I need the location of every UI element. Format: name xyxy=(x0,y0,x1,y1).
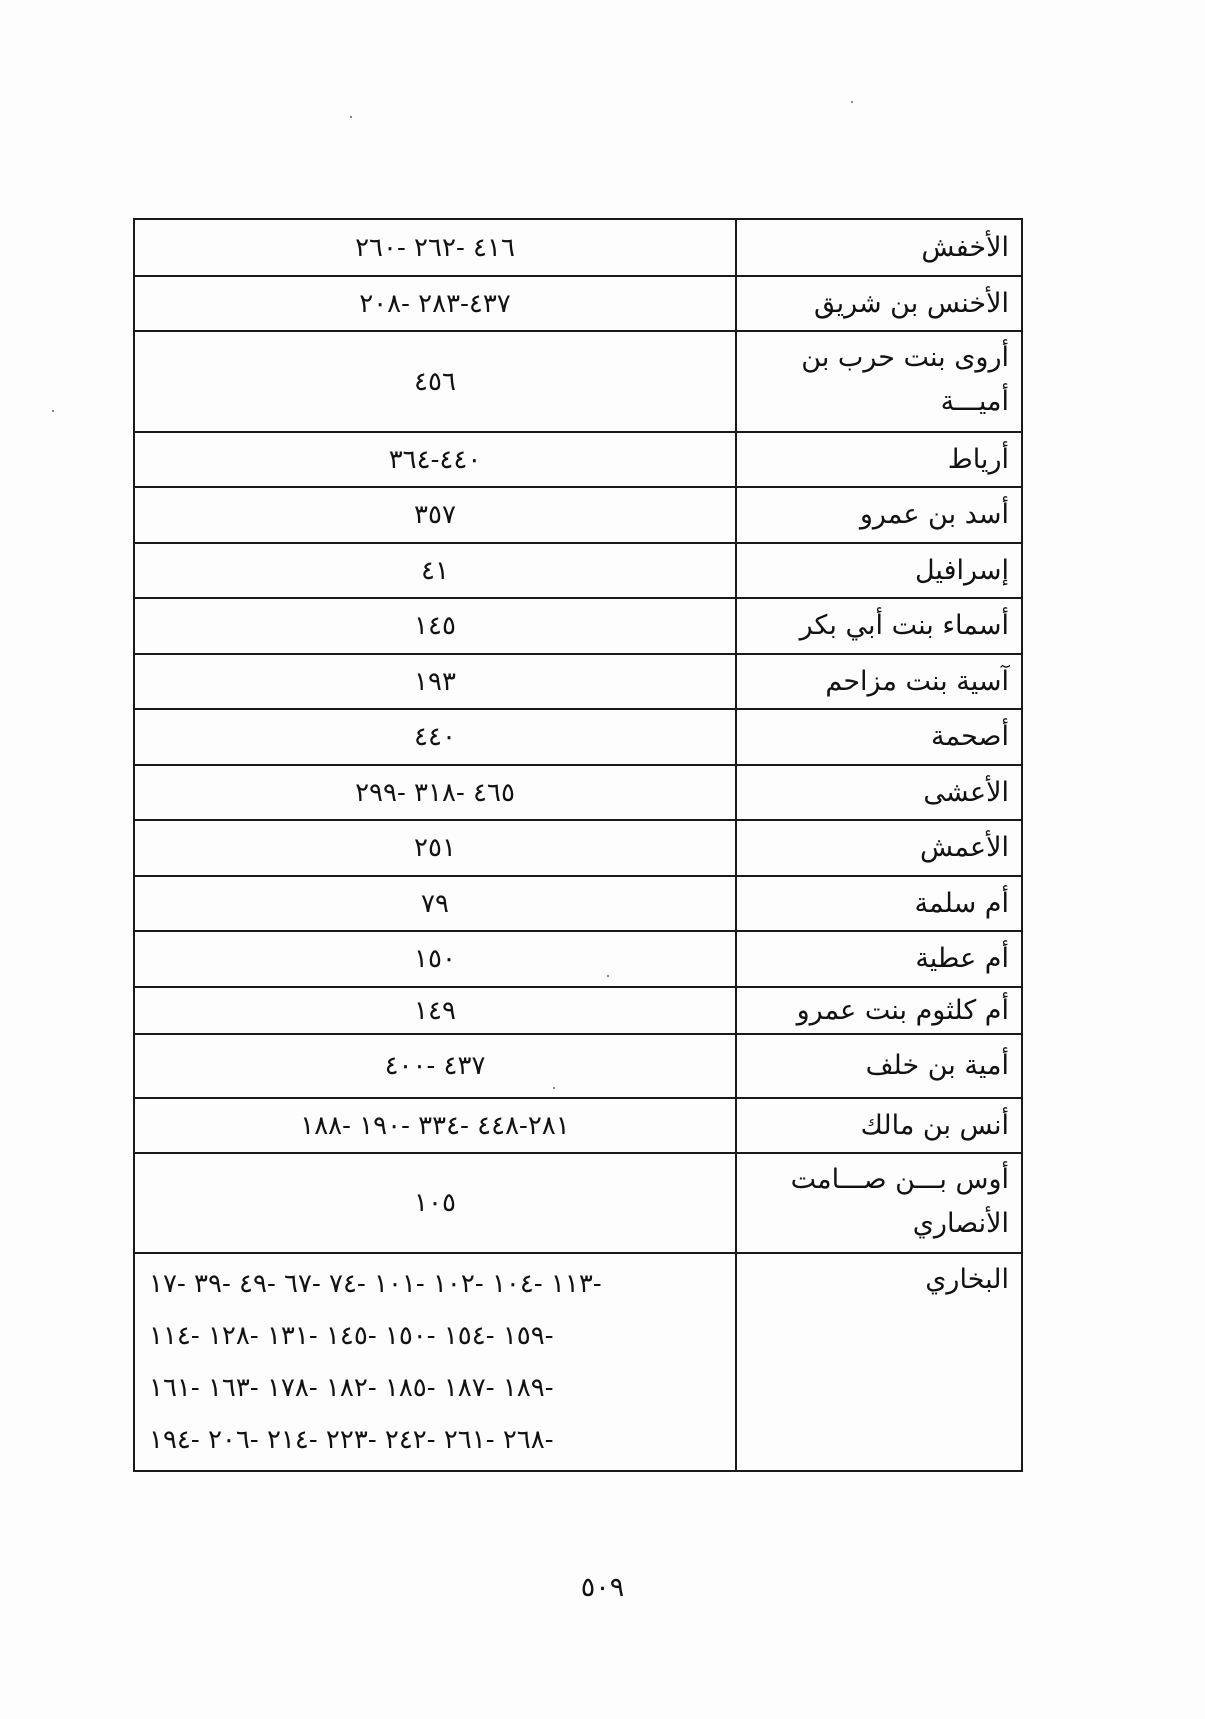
entry-name: إسرافيل xyxy=(736,543,1022,598)
entry-name: أسد بن عمرو xyxy=(736,487,1022,543)
pages-line: -٢٦٨ -٢٦١ -٢٤٢ -٢٢٣ -٢١٤ -٢٠٦ -١٩٤ xyxy=(149,1425,554,1455)
table-row xyxy=(134,709,1022,765)
table-row xyxy=(134,432,1022,487)
entry-name: أسماء بنت أبي بكر xyxy=(736,598,1022,654)
table-row xyxy=(134,1098,1022,1153)
entry-pages: ١٤٥ xyxy=(134,598,736,654)
entry-pages: ١٠٥ xyxy=(134,1153,736,1253)
entry-pages: ١٥٠ xyxy=(134,931,736,987)
table-row xyxy=(134,1253,1022,1471)
table-row xyxy=(134,543,1022,598)
entry-pages: ٤٣٧-٢٨٣ -٢٠٨ xyxy=(134,276,736,331)
entry-pages: ٧٩ xyxy=(134,876,736,931)
entry-pages: ٢٥١ xyxy=(134,820,736,876)
page-number: ٥٠٩ xyxy=(580,1572,625,1603)
entry-pages: ٤٥٦ xyxy=(134,331,736,432)
entry-pages-multiline xyxy=(134,1253,736,1471)
scan-speck xyxy=(350,116,352,118)
table-row xyxy=(134,931,1022,987)
entry-pages: ٤١ xyxy=(134,543,736,598)
scan-speck xyxy=(607,975,609,977)
names-index-table xyxy=(133,218,1023,1472)
entry-pages: ٣٥٧ xyxy=(134,487,736,543)
entry-pages: ٤٦٥ -٣١٨ -٢٩٩ xyxy=(134,765,736,820)
entry-name: أم سلمة xyxy=(736,876,1022,931)
scan-speck xyxy=(851,101,853,103)
entry-name: الأعمش xyxy=(736,820,1022,876)
entry-name: البخاري xyxy=(736,1253,1022,1471)
entry-pages: ١٩٣ xyxy=(134,654,736,709)
entry-name: أمية بن خلف xyxy=(736,1034,1022,1098)
scan-speck xyxy=(553,1087,555,1089)
pages-line: -١٨٩ -١٨٧ -١٨٥ -١٨٢ -١٧٨ -١٦٣ -١٦١ xyxy=(149,1373,554,1403)
entry-pages: ٤٤٠ xyxy=(134,709,736,765)
entry-pages: ٤٣٧ -٤٠٠ xyxy=(134,1034,736,1098)
entry-name: أصحمة xyxy=(736,709,1022,765)
entry-name: الأخنس بن شريق xyxy=(736,276,1022,331)
table-row xyxy=(134,598,1022,654)
entry-pages: ٤٤٠-٣٦٤ xyxy=(134,432,736,487)
table-row xyxy=(134,765,1022,820)
entry-name: أوس بـــن صـــامت الأنصاري xyxy=(736,1153,1022,1253)
entry-name: أم عطية xyxy=(736,931,1022,987)
entry-name: أنس بن مالك xyxy=(736,1098,1022,1153)
entry-name: الأخفش xyxy=(736,219,1022,276)
entry-pages: ٤١٦ -٢٦٢ -٢٦٠ xyxy=(134,219,736,276)
table-row xyxy=(134,820,1022,876)
table-row xyxy=(134,487,1022,543)
entry-name: الأعشى xyxy=(736,765,1022,820)
entry-pages: ١٤٩ xyxy=(134,987,736,1034)
table-row xyxy=(134,276,1022,331)
entry-name: آسية بنت مزاحم xyxy=(736,654,1022,709)
table-row xyxy=(134,876,1022,931)
scan-speck xyxy=(52,410,54,412)
entry-name: أم كلثوم بنت عمرو xyxy=(736,987,1022,1034)
table-row xyxy=(134,654,1022,709)
entry-name: أروى بنت حرب بن أميـــة xyxy=(736,331,1022,432)
table-row xyxy=(134,219,1022,276)
entry-name: أرياط xyxy=(736,432,1022,487)
table-row xyxy=(134,331,1022,432)
table-row xyxy=(134,1153,1022,1253)
table-row xyxy=(134,1034,1022,1098)
pages-line: -١٥٩ -١٥٤ -١٥٠ -١٤٥ -١٣١ -١٢٨ -١١٤ xyxy=(149,1321,554,1351)
entry-pages: ٢٨١-٤٤٨ -٣٣٤ -١٩٠ -١٨٨ xyxy=(134,1098,736,1153)
table-row xyxy=(134,987,1022,1034)
pages-line: -١١٣ -١٠٤ -١٠٢ -١٠١ -٧٤ -٦٧ -٤٩ -٣٩ -١٧ xyxy=(149,1269,602,1299)
